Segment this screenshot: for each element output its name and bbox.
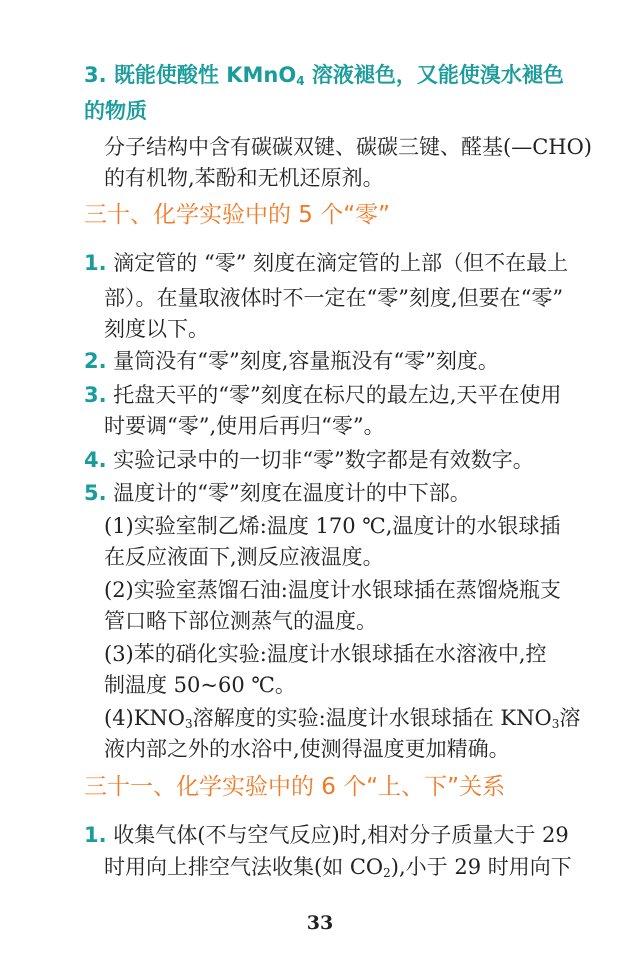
subitem-text: 溶 xyxy=(559,706,581,730)
paragraph-line: 分子结构中含有碳碳双键、碳碳三键、醛基(—CHO) xyxy=(104,135,592,159)
item-text: 托盘天平的“零”刻度在标尺的最左边,天平在使用 xyxy=(113,383,562,407)
subscript: 3 xyxy=(551,717,560,731)
item-number: 2. xyxy=(84,349,107,373)
section-title: 三十一、化学实验中的 6 个“上、下”关系 xyxy=(84,774,506,800)
item-text: 温度计的“零”刻度在温度计的中下部。 xyxy=(113,481,471,505)
subitem-line: 管口略下部位测蒸气的温度。 xyxy=(104,609,377,633)
item-number: 1. xyxy=(84,251,107,275)
subitem-line: 在反应液面下,测反应液温度。 xyxy=(104,545,384,569)
item-heading-part: 3. 既能使酸性 KMnO xyxy=(84,63,297,87)
item-text: 滴定管的 “零” 刻度在滴定管的上部（但不在最上 xyxy=(113,251,569,275)
item-text-cont xyxy=(104,852,572,888)
item-text-cont: 时要调“零”,使用后再归“零”。 xyxy=(104,414,385,438)
subitem-line: 制温度 50~60 ℃。 xyxy=(104,673,296,697)
list-item xyxy=(84,445,534,475)
item-text: 量筒没有“零”刻度,容量瓶没有“零”刻度。 xyxy=(113,349,499,373)
subscript: 2 xyxy=(383,866,391,880)
subitem-line: 液内部之外的水浴中,使测得温度更加精确。 xyxy=(104,737,510,761)
subitem-text: 溶解度的实验:温度计水银球插在 KNO xyxy=(192,706,552,730)
subitem-text: (4)KNO xyxy=(104,706,186,730)
item-number: 3. xyxy=(84,383,107,407)
item-number: 5. xyxy=(84,481,107,505)
item-number: 1. xyxy=(84,823,107,847)
item-text: ),小于 29 时用向下 xyxy=(390,855,572,879)
item-number: 4. xyxy=(84,448,107,472)
section-title: 三十、化学实验中的 5 个“零” xyxy=(84,202,391,228)
subitem-line: (3)苯的硝化实验:温度计水银球插在水溶液中,控 xyxy=(104,642,547,666)
subitem-line: (1)实验室制乙烯:温度 170 ℃,温度计的水银球插 xyxy=(104,514,561,538)
item-text: 收集气体(不与空气反应)时,相对分子质量大于 29 xyxy=(113,823,569,847)
item-text-cont: 刻度以下。 xyxy=(104,317,209,341)
page-number: 33 xyxy=(306,912,334,934)
list-item xyxy=(84,820,569,850)
list-item xyxy=(84,380,561,410)
list-item xyxy=(84,248,568,278)
item-heading-cont: 的物质 xyxy=(84,99,147,123)
subscript: 3 xyxy=(185,717,193,731)
item-heading-part: 溶液褪色，又能使溴水褪色 xyxy=(304,63,564,87)
item-heading xyxy=(84,60,564,96)
item-text-cont: 部）。在量取液体时不一定在“零”刻度,但要在“零” xyxy=(104,286,564,310)
list-item xyxy=(84,478,471,508)
subscript: 4 xyxy=(296,74,305,88)
item-text: 实验记录中的一切非“零”数字都是有效数字。 xyxy=(113,448,534,472)
subitem-line: (2)实验室蒸馏石油:温度计水银球插在蒸馏烧瓶支 xyxy=(104,578,561,602)
item-text: 时用向上排空气法收集(如 CO xyxy=(104,855,384,879)
paragraph-line: 的有机物,苯酚和无机还原剂。 xyxy=(104,166,384,190)
list-item xyxy=(84,346,499,376)
